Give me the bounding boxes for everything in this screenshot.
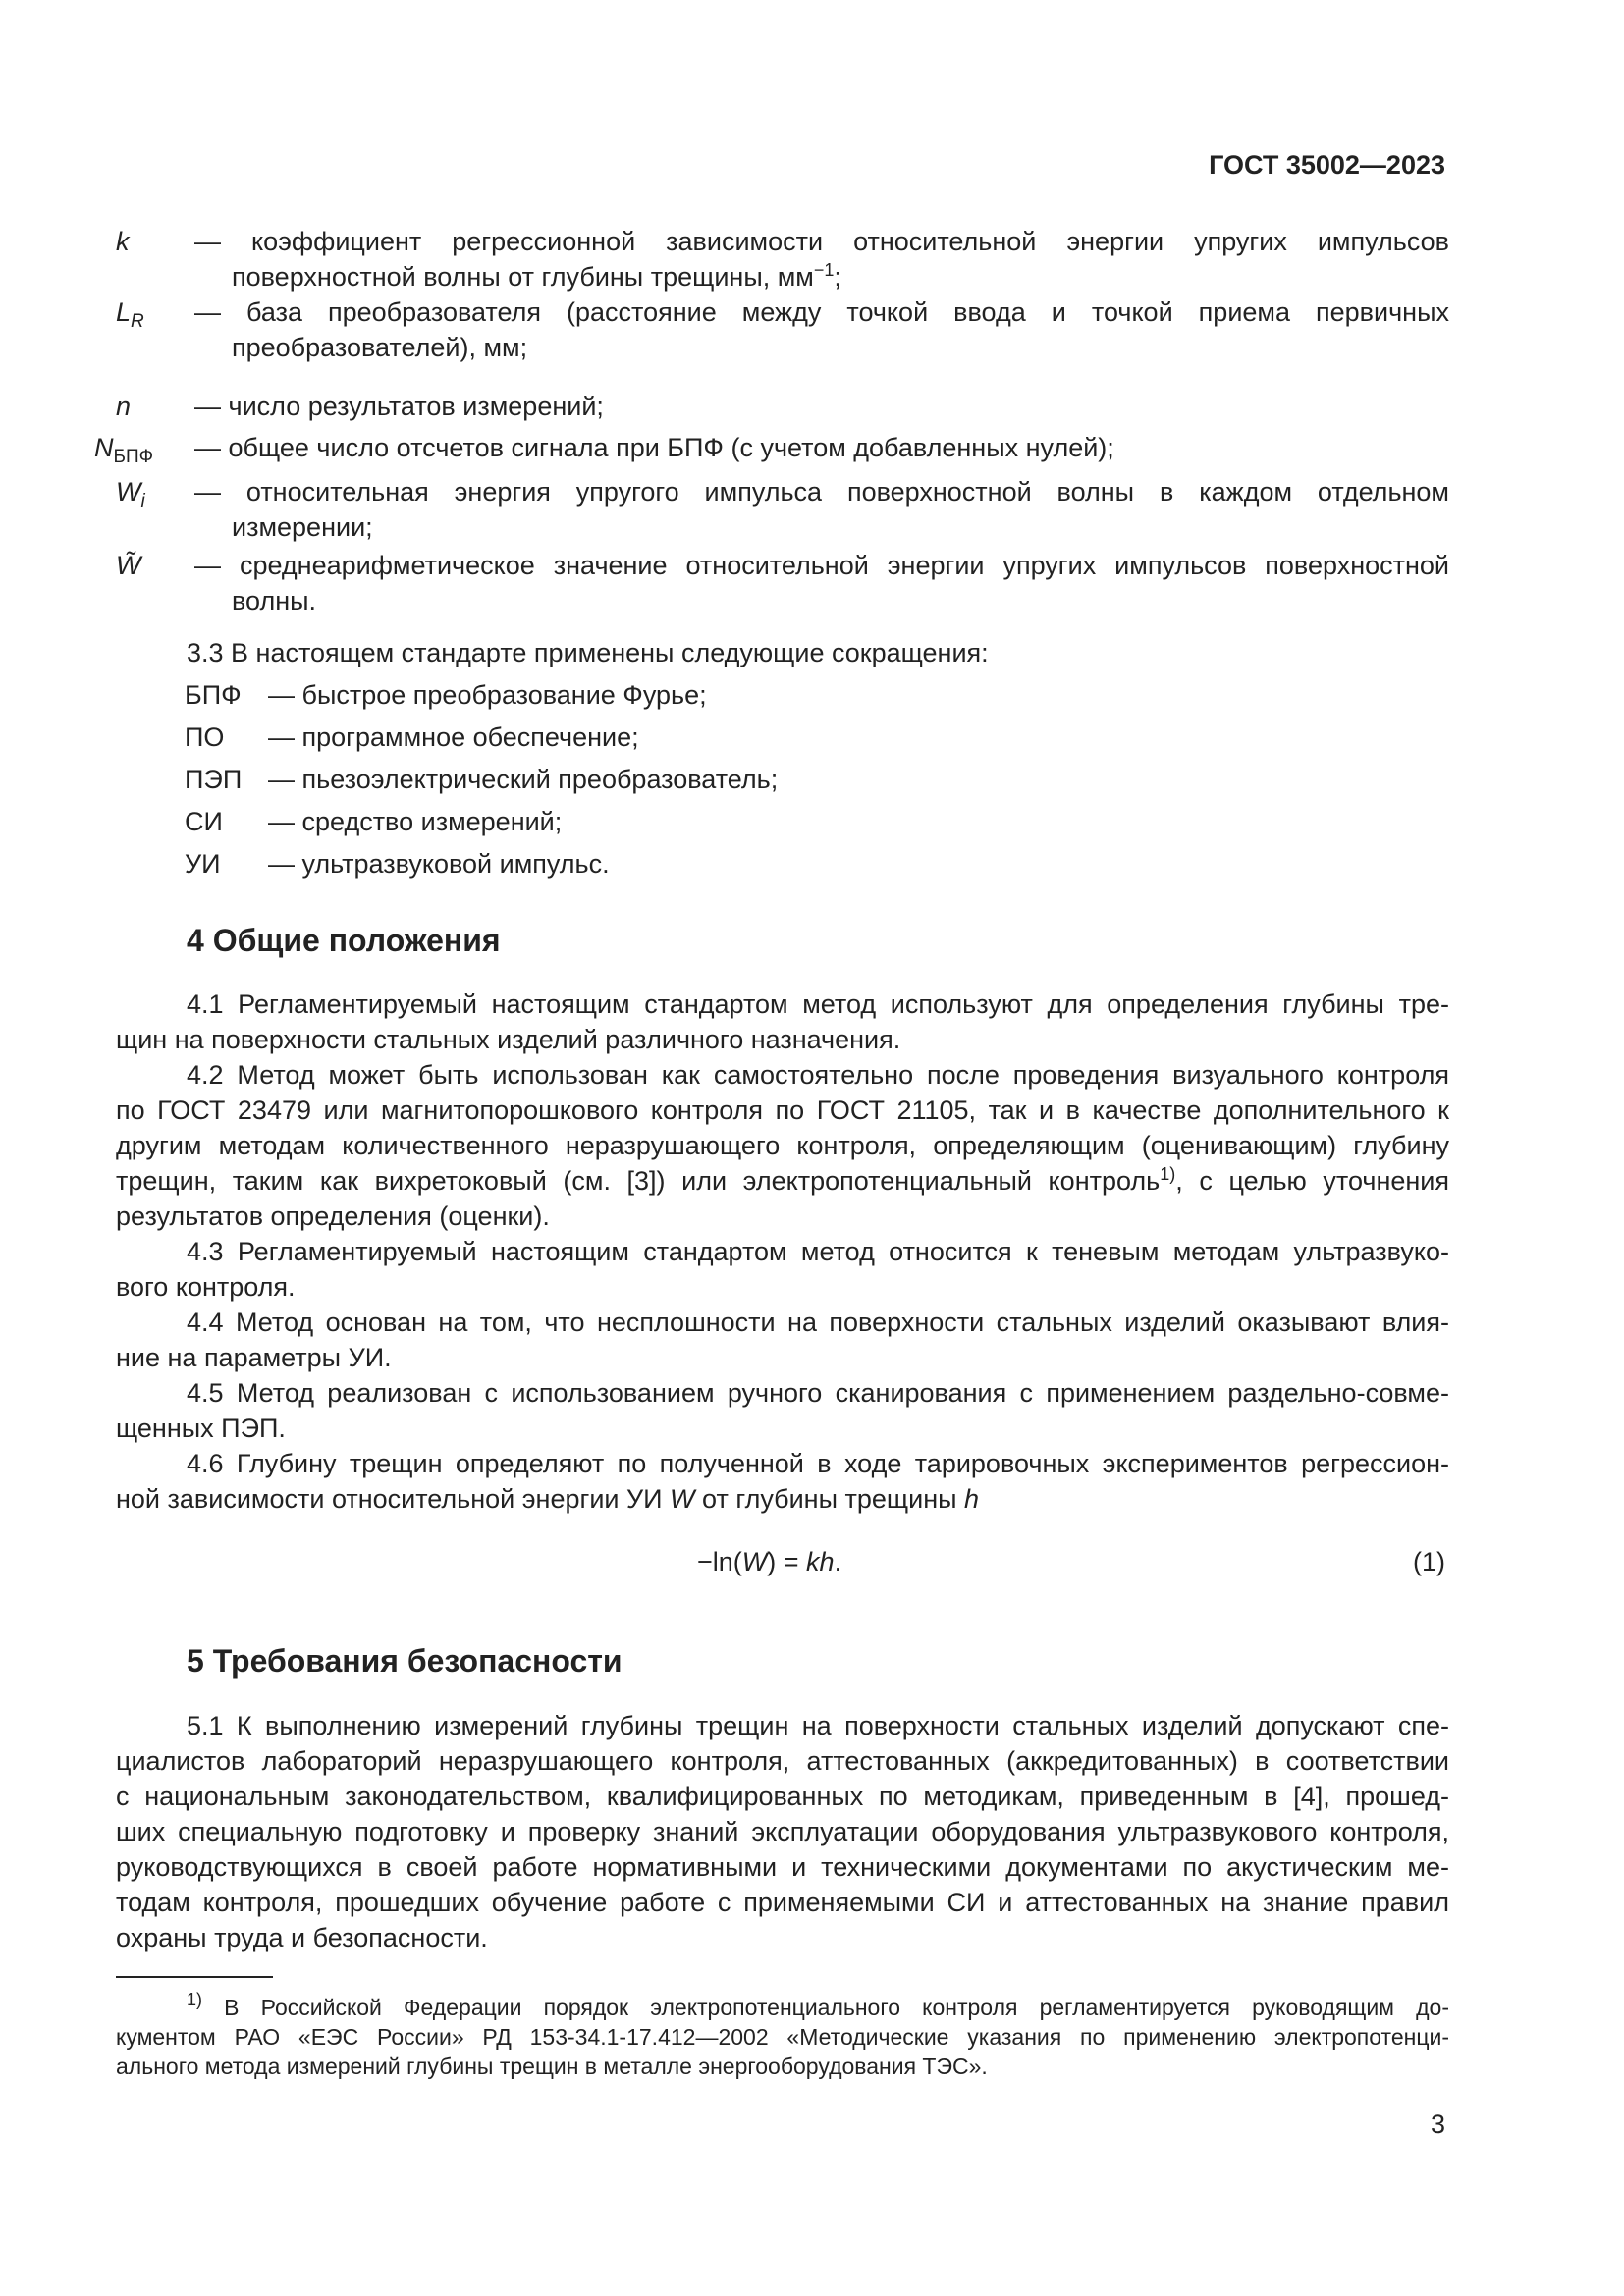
abbreviations-intro: 3.3 В настоящем стандарте применены следующие сокращения: <box>187 638 989 667</box>
abbreviation-item: СИ — средство измерений; <box>185 807 563 836</box>
paragraph-4-4: 4.4 Метод основан на том, что несплошности на поверхности стальных изделий оказывают влия- ние на параметры УИ. <box>116 1308 1449 1372</box>
abbreviation-item: ПЭП — пьезоэлектрический преобразователь; <box>185 765 779 794</box>
formula-number: (1) <box>1413 1547 1445 1576</box>
symbol: $W_i$ <box>116 477 145 511</box>
paragraph-4-3: 4.3 Регламентируемый настоящим стандартом метод относится к теневым методам ультразвуко- вого контроля. <box>116 1237 1449 1302</box>
symbol-definition: — число результатов измерений; <box>194 392 604 421</box>
paragraph-4-6: 4.6 Глубину трещин определяют по полученной в ходе тарировочных экспериментов регрессион- ной зависимости относительной энергии УИ W от глубины трещины h <box>116 1449 1449 1514</box>
document-code-header: ГОСТ 35002—2023 <box>1209 150 1445 180</box>
section-4-heading: 4 Общие положения <box>187 923 501 958</box>
symbol: $L_R$ <box>116 297 144 332</box>
page-number: 3 <box>1430 2109 1445 2139</box>
abbreviation-item: БПФ — быстрое преобразование Фурье; <box>185 680 707 710</box>
symbol: k <box>116 227 130 256</box>
paragraph-4-1: 4.1 Регламентируемый настоящим стандартом метод используют для определения глубины тре- щин на поверхности стальных изделий различного назначения. <box>116 989 1449 1054</box>
paragraph-4-2: 4.2 Метод может быть использован как самостоятельно после проведения визуального контроля по ГОСТ 23479 или магнитопорошкового контроля по ГОСТ 21105, так и в качестве дополнительного к другим методам количественного неразрушающего контроля, определяющим (оценивающим) глубину трещин, таким как вихретоковый (см. [3]) или электропотенциальный контроль$^{1)}$, с целью уточнения результатов определения (оценки). <box>116 1060 1449 1231</box>
footnote-separator <box>116 1976 273 1978</box>
abbreviation-item: ПО — программное обеспечение; <box>185 722 639 752</box>
symbol-definition: — коэффициент регрессионной зависимости относительной энергии упругих импульсов поверхностной волны от глубины трещины, $мм^{-1}$; <box>194 227 1449 292</box>
symbol: $N_{БПФ}$ <box>94 433 154 467</box>
symbol-definition: — среднеарифметическое значение относительной энергии упругих импульсов поверхностной волны. <box>194 551 1449 615</box>
paragraph-5-1: 5.1 К выполнению измерений глубины трещин на поверхности стальных изделий допускают спе- циалистов лабораторий неразрушающего контроля, аттестованных (аккредитованных) в соответствии с национальным законодательством, квалифицированных по методикам, приведенным в [4], прошед- ших специальную подготовку и проверку знаний эксплуатации оборудования ультразвукового контроля, руководствующихся в своей работе нормативными и техническими документами по акустическим ме- тодам контроля, прошедших обучение работе с применяемыми СИ и аттестованных на знание правил охраны труда и безопасности. <box>116 1711 1449 1952</box>
formula-1: −ln(W) = kh. <box>697 1547 842 1576</box>
paragraph-4-5: 4.5 Метод реализован с использованием ручного сканирования с применением раздельно-совме- щенных ПЭП. <box>116 1378 1449 1443</box>
symbol: n <box>116 392 132 421</box>
symbol: W̃ <box>116 551 141 580</box>
abbreviation-item: УИ — ультразвуковой импульс. <box>185 849 610 879</box>
footnote: $^{1)}$ В Российской Федерации порядок электропотенциального контроля регламентируется руководящим до- кументом РАО «ЕЭС России» РД 153-34.1-17.412—2002 «Методические указания по применению электропотенци- ального метода измерений глубины трещин в металле энергооборудования ТЭС». <box>116 1990 1449 2079</box>
symbol-definition: — база преобразователя (расстояние между точкой ввода и точкой приема первичных преобразователей), мм; <box>194 297 1449 362</box>
symbol-definition: — относительная энергия упругого импульса поверхностной волны в каждом отдельном измерении; <box>194 477 1449 542</box>
symbol-definition: — общее число отсчетов сигнала при БПФ (с учетом добавленных нулей); <box>194 433 1114 462</box>
section-5-heading: 5 Требования безопасности <box>187 1643 623 1679</box>
